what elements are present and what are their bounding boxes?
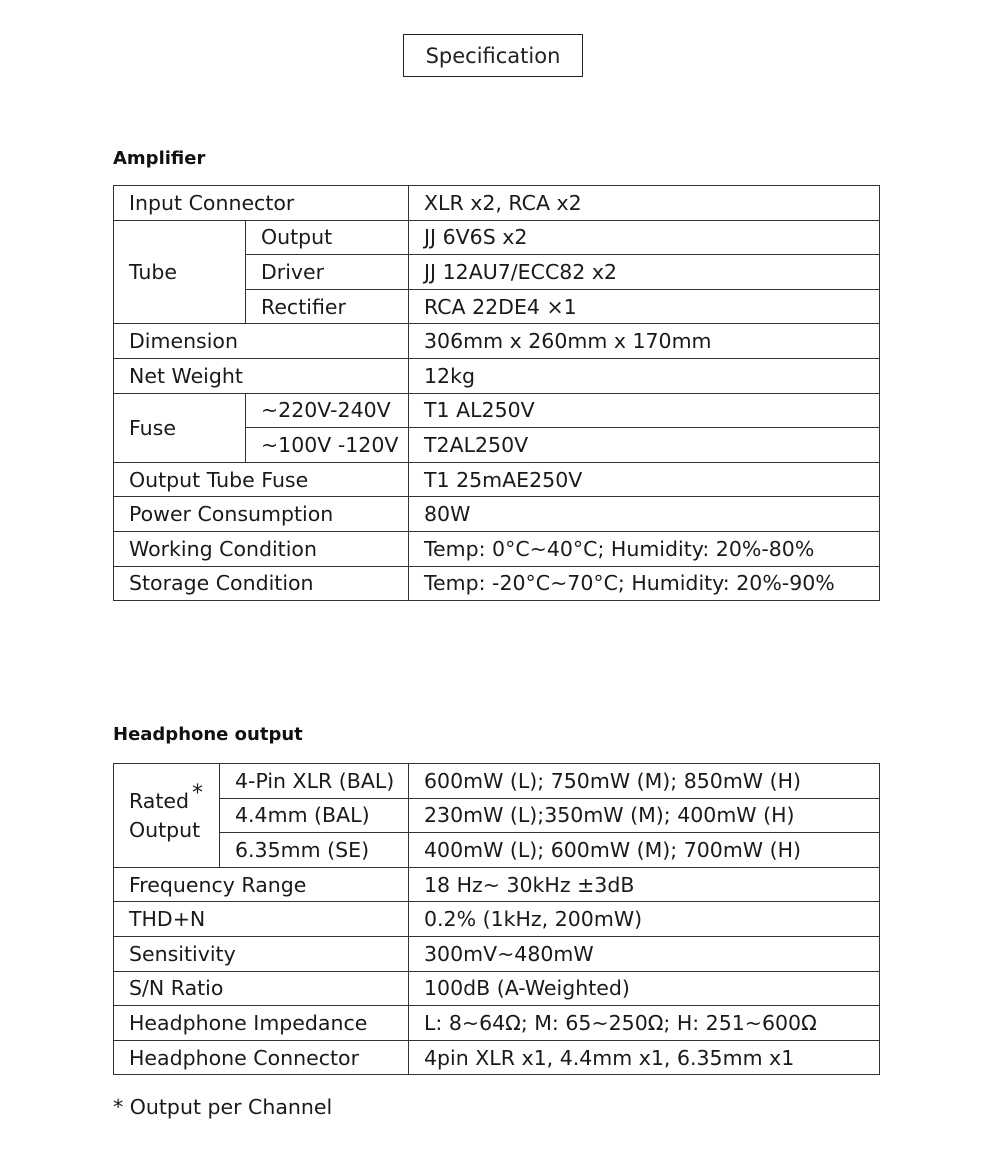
- asterisk-mark: *: [192, 780, 204, 806]
- spec-value: 12kg: [409, 358, 880, 393]
- spec-label: THD+N: [114, 902, 409, 937]
- table-row: [114, 902, 880, 937]
- spec-value: 300mV~480mW: [409, 936, 880, 971]
- spec-sublabel: Output: [246, 220, 409, 255]
- headphone-output-heading: Headphone output: [113, 724, 303, 745]
- table-row: [114, 462, 880, 497]
- spec-label: S/N Ratio: [114, 971, 409, 1006]
- spec-group-label: Fuse: [114, 393, 246, 462]
- spec-value: 18 Hz~ 30kHz ±3dB: [409, 867, 880, 902]
- footnote: * Output per Channel: [113, 1095, 333, 1119]
- spec-value: 600mW (L); 750mW (M); 850mW (H): [409, 764, 880, 799]
- table-row: [114, 1040, 880, 1075]
- spec-value: 306mm x 260mm x 170mm: [409, 324, 880, 359]
- spec-label: Storage Condition: [114, 566, 409, 601]
- spec-value: T1 AL250V: [409, 393, 880, 428]
- spec-label: Net Weight: [114, 358, 409, 393]
- table-row: [114, 764, 880, 799]
- spec-label: Frequency Range: [114, 867, 409, 902]
- table-row: [114, 1006, 880, 1041]
- table-row: [114, 497, 880, 532]
- spec-sublabel: Driver: [246, 255, 409, 290]
- spec-value: 0.2% (1kHz, 200mW): [409, 902, 880, 937]
- spec-label: Headphone Impedance: [114, 1006, 409, 1041]
- table-row: [114, 867, 880, 902]
- spec-value: JJ 12AU7/ECC82 x2: [409, 255, 880, 290]
- spec-value: RCA 22DE4 ×1: [409, 289, 880, 324]
- table-row: [114, 358, 880, 393]
- page-title: Specification: [403, 34, 583, 77]
- spec-group-label: Tube: [114, 220, 246, 324]
- table-row: [114, 971, 880, 1006]
- rated-output-label-line2: Output: [129, 817, 201, 842]
- rated-output-label: [114, 764, 220, 868]
- table-row: [114, 936, 880, 971]
- spec-value: 100dB (A-Weighted): [409, 971, 880, 1006]
- spec-sublabel: 4-Pin XLR (BAL): [220, 764, 409, 799]
- table-row: [114, 220, 880, 255]
- spec-value: 4pin XLR x1, 4.4mm x1, 6.35mm x1: [409, 1040, 880, 1075]
- rated-output-label-line1: Rated: [129, 788, 190, 813]
- spec-value: JJ 6V6S x2: [409, 220, 880, 255]
- table-row: [114, 566, 880, 601]
- spec-value: 400mW (L); 600mW (M); 700mW (H): [409, 833, 880, 868]
- table-row: [114, 186, 880, 221]
- spec-sublabel: 4.4mm (BAL): [220, 798, 409, 833]
- table-row: [114, 833, 880, 868]
- spec-value: 230mW (L);350mW (M); 400mW (H): [409, 798, 880, 833]
- spec-value: T2AL250V: [409, 428, 880, 463]
- spec-label: Sensitivity: [114, 936, 409, 971]
- spec-label: Output Tube Fuse: [114, 462, 409, 497]
- table-row: [114, 324, 880, 359]
- spec-sublabel: 6.35mm (SE): [220, 833, 409, 868]
- spec-value: 80W: [409, 497, 880, 532]
- spec-label: Working Condition: [114, 531, 409, 566]
- amplifier-heading: Amplifier: [113, 148, 206, 169]
- spec-sublabel: ~220V-240V: [246, 393, 409, 428]
- table-row: [114, 531, 880, 566]
- table-row: [114, 393, 880, 428]
- spec-label: Headphone Connector: [114, 1040, 409, 1075]
- headphone-spec-table: [113, 763, 880, 1075]
- spec-sublabel: ~100V -120V: [246, 428, 409, 463]
- spec-value: Temp: 0°C~40°C; Humidity: 20%-80%: [409, 531, 880, 566]
- spec-value: L: 8~64Ω; M: 65~250Ω; H: 251~600Ω: [409, 1006, 880, 1041]
- spec-sublabel: Rectifier: [246, 289, 409, 324]
- amplifier-spec-table: [113, 185, 880, 601]
- spec-value: T1 25mAE250V: [409, 462, 880, 497]
- spec-label: Power Consumption: [114, 497, 409, 532]
- spec-label: Input Connector: [114, 186, 409, 221]
- spec-label: Dimension: [114, 324, 409, 359]
- spec-value: Temp: -20°C~70°C; Humidity: 20%-90%: [409, 566, 880, 601]
- spec-value: XLR x2, RCA x2: [409, 186, 880, 221]
- table-row: [114, 798, 880, 833]
